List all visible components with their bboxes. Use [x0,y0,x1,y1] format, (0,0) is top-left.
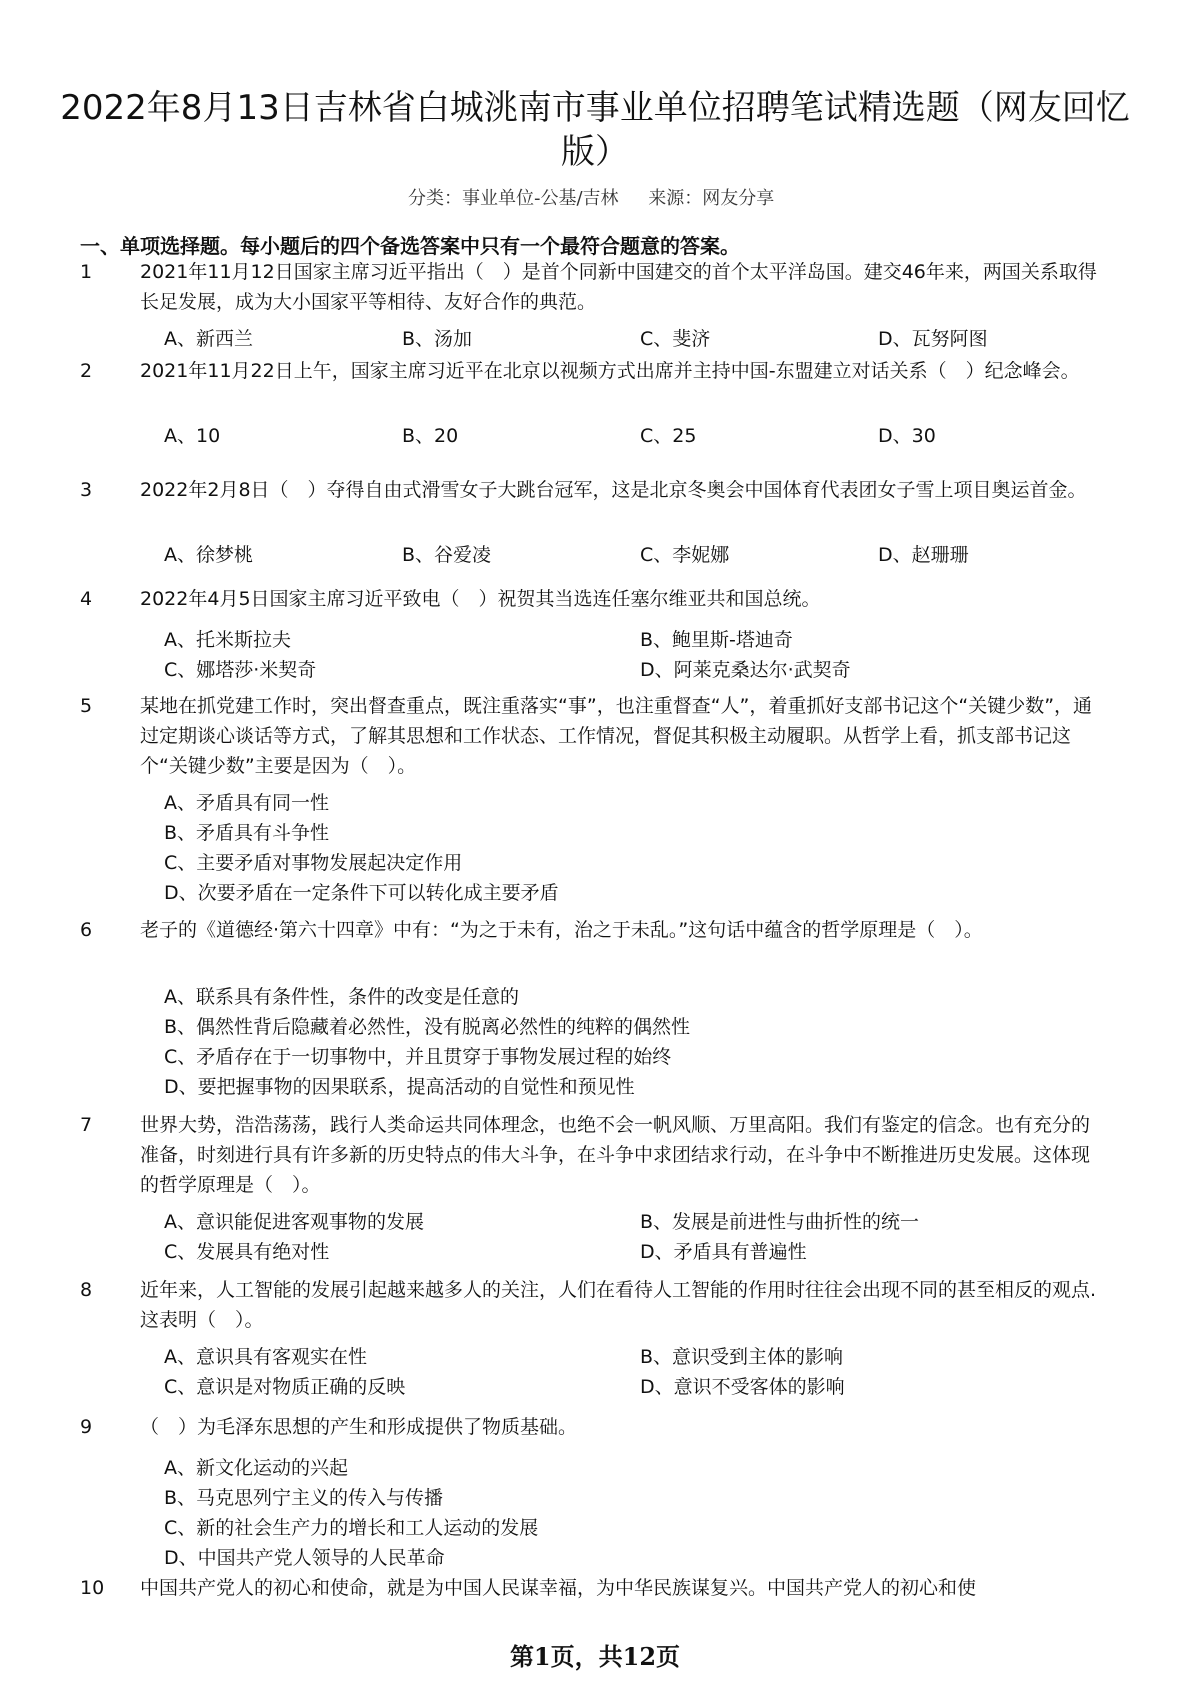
question-number: 8 [80,1279,93,1301]
option-b: B、意识受到主体的影响 [640,1346,844,1368]
section-heading: 一、单项选择题。每小题后的四个备选答案中只有一个最符合题意的答案。 [80,234,740,258]
question-number: 10 [80,1577,105,1599]
question-text: 近年来，人工智能的发展引起越来越多人的关注，人们在看待人工智能的作用时往往会出现不同的甚至相反的观点.这表明（ ）。 [140,1279,1097,1331]
option-d: D、矛盾具有普遍性 [640,1241,807,1263]
option-a: A、10 [164,425,221,447]
question-text: 世界大势，浩浩荡荡，践行人类命运共同体理念，也绝不会一帆风顺、万里高阳。我们有鉴定的信念。也有充分的准备，时刻进行具有许多新的历史特点的伟大斗争，在斗争中求团结求行动，在斗争中不断推进历史发展。这体现的哲学原理是（ ）。 [140,1114,1091,1196]
option-b: B、鲍里斯-塔迪奇 [640,629,793,651]
option-a: A、意识能促进客观事物的发展 [164,1211,424,1233]
option-d: D、次要矛盾在一定条件下可以转化成主要矛盾 [164,882,559,904]
option-b: B、发展是前进性与曲折性的统一 [640,1211,920,1233]
question-number: 2 [80,360,93,382]
question-number: 5 [80,695,93,717]
option-a: A、徐梦桃 [164,544,253,566]
option-c: C、娜塔莎·米契奇 [164,659,317,681]
option-c: C、李妮娜 [640,544,730,566]
option-c: C、矛盾存在于一切事物中，并且贯穿于事物发展过程的始终 [164,1046,672,1068]
option-b: B、汤加 [402,328,473,350]
option-c: C、新的社会生产力的增长和工人运动的发展 [164,1517,539,1539]
option-c: C、发展具有绝对性 [164,1241,330,1263]
option-a: A、联系具有条件性，条件的改变是任意的 [164,986,519,1008]
option-b: B、矛盾具有斗争性 [164,822,330,844]
option-d: D、赵珊珊 [878,544,969,566]
option-d: D、中国共产党人领导的人民革命 [164,1547,445,1569]
option-c: C、25 [640,425,697,447]
question-text: 2021年11月12日国家主席习近平指出（ ）是首个同新中国建交的首个太平洋岛国。建交46年来，两国关系取得长足发展，成为大小国家平等相待、友好合作的典范。 [140,261,1097,313]
question-number: 6 [80,919,93,941]
option-d: D、阿莱克桑达尔·武契奇 [640,659,851,681]
question-text: 中国共产党人的初心和使命，就是为中国人民谋幸福，为中华民族谋复兴。中国共产党人的初心和使 [140,1577,977,1599]
option-c: C、意识是对物质正确的反映 [164,1376,406,1398]
option-a: A、矛盾具有同一性 [164,792,329,814]
option-d: D、瓦努阿图 [878,328,988,350]
question-number: 4 [80,588,93,610]
document-title: 2022年8月13日吉林省白城洮南市事业单位招聘笔试精选题（网友回忆版） [60,88,1130,172]
option-c: C、斐济 [640,328,711,350]
question-text: （ ）为毛泽东思想的产生和形成提供了物质基础。 [140,1416,578,1438]
question-text: 2022年2月8日（ ）夺得自由式滑雪女子大跳台冠军，这是北京冬奥会中国体育代表团女子雪上项目奥运首金。 [140,479,1087,501]
question-number: 9 [80,1416,93,1438]
question-text: 2022年4月5日国家主席习近平致电（ ）祝贺其当选连任塞尔维亚共和国总统。 [140,588,821,610]
option-a: A、托米斯拉夫 [164,629,291,651]
question-number: 7 [80,1114,93,1136]
option-b: B、马克思列宁主义的传入与传播 [164,1487,444,1509]
document-meta [408,184,774,210]
option-c: C、主要矛盾对事物发展起决定作用 [164,852,463,874]
option-d: D、意识不受客体的影响 [640,1376,845,1398]
option-a: A、新文化运动的兴起 [164,1457,348,1479]
option-a: A、意识具有客观实在性 [164,1346,367,1368]
question-text: 2021年11月22日上午，国家主席习近平在北京以视频方式出席并主持中国-东盟建立对话关系（ ）纪念峰会。 [140,360,1080,382]
option-b: B、偶然性背后隐藏着必然性，没有脱离必然性的纯粹的偶然性 [164,1016,691,1038]
question-text: 某地在抓党建工作时，突出督查重点，既注重落实“事”，也注重督查“人”，着重抓好支部书记这个“关键少数”，通过定期谈心谈话等方式，了解其思想和工作状态、工作情况，督促其积极主动履职。从哲学上看，抓支部书记这个“关键少数”主要是因为（ ）。 [140,695,1093,777]
question-text: 老子的《道德经·第六十四章》中有：“为之于未有，治之于未乱。”这句话中蕴含的哲学原理是（ ）。 [140,919,983,941]
category-label: 分类：事业单位-公基/吉林 [408,188,619,209]
page-footer: 第1页，共12页 [509,1642,681,1671]
question-number: 3 [80,479,93,501]
option-b: B、20 [402,425,459,447]
option-d: D、30 [878,425,936,447]
option-a: A、新西兰 [164,328,253,350]
question-number: 1 [80,261,93,283]
option-b: B、谷爱凌 [402,544,492,566]
source-label: 来源：网友分享 [648,188,775,209]
option-d: D、要把握事物的因果联系，提高活动的自觉性和预见性 [164,1076,635,1098]
